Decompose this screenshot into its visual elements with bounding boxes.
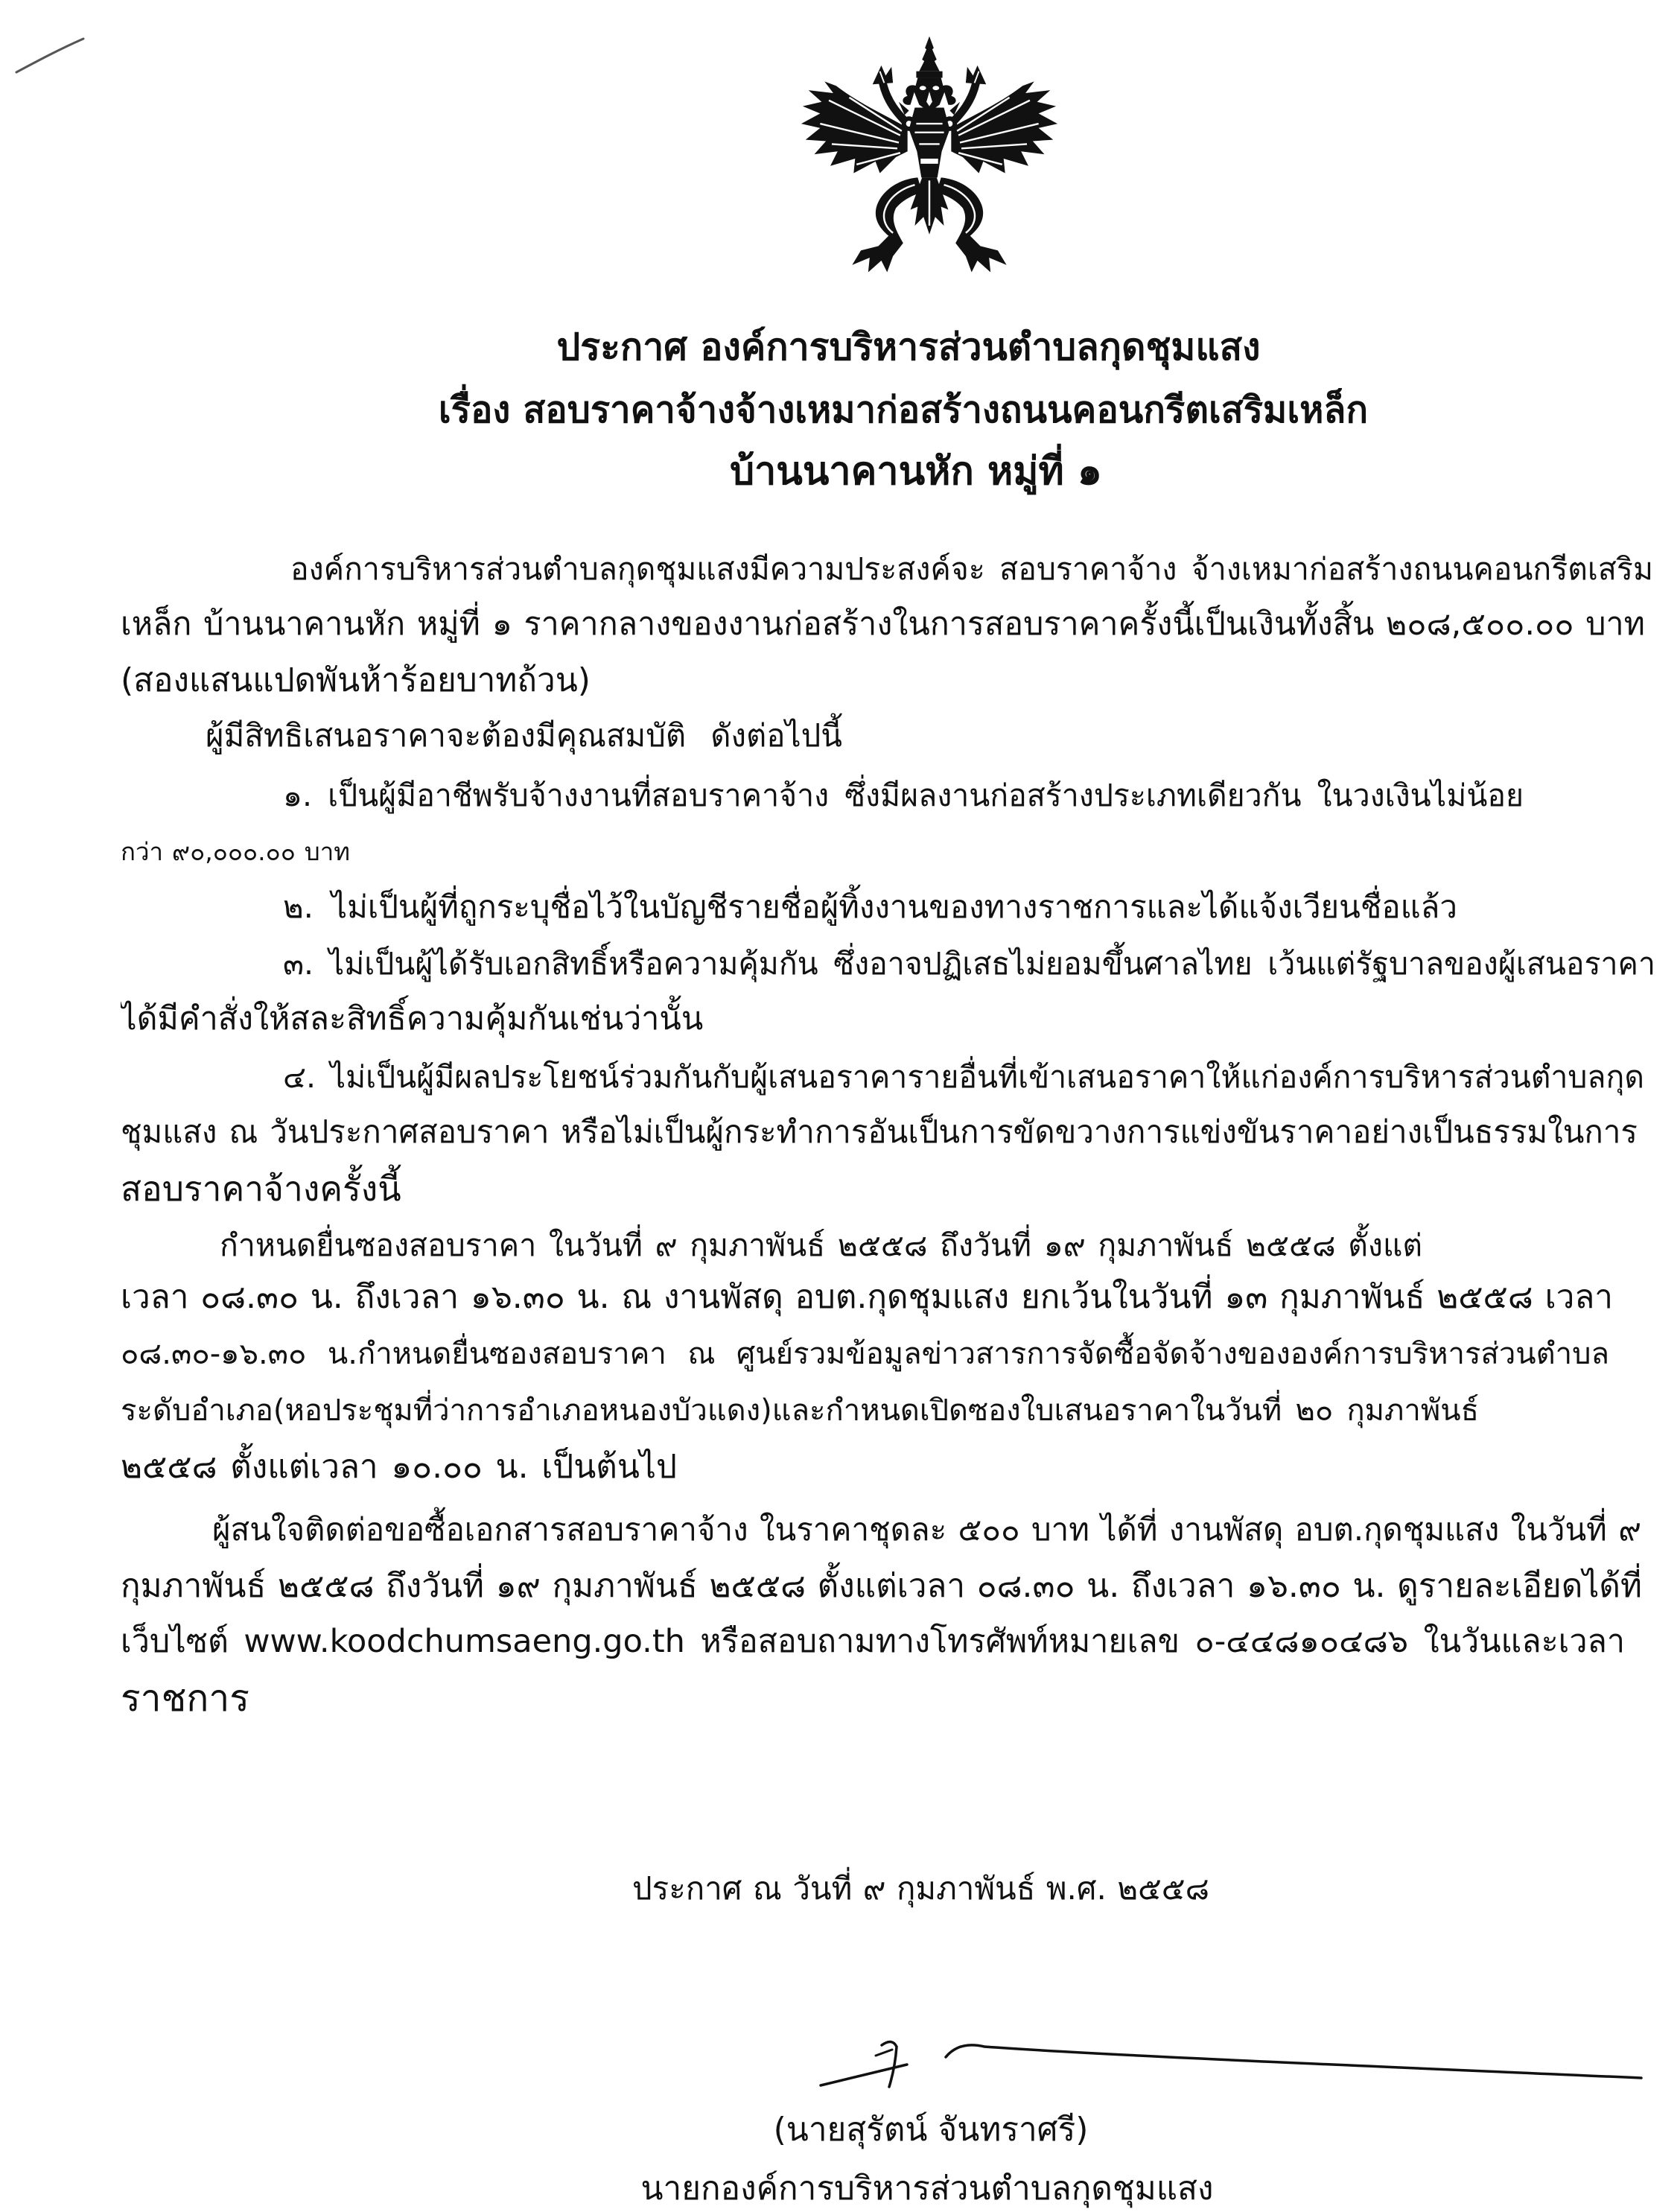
body-line: ๒๕๕๘ ตั้งแต่เวลา ๑๐.๐๐ น. เป็นต้นไป [121, 1448, 677, 1486]
body-line: ราชการ [121, 1677, 249, 1720]
body-line: สอบราคาจ้างครั้งนี้ [121, 1169, 401, 1209]
title-line-2: เรื่อง สอบราคาจ้างจ้างเหมาก่อสร้างถนนคอนกรีตเสริมเหล็ก [438, 389, 1369, 431]
body-line: กุมภาพันธ์ ๒๕๕๘ ถึงวันที่ ๑๙ กุมภาพันธ์ ๒๕๕๘ ตั้งแต่เวลา ๐๘.๓๐ น. ถึงเวลา ๑๖.๓๐ น. ดูรายละเอียดได้ที่ [121, 1567, 1642, 1605]
signature-stroke [876, 2050, 892, 2056]
body-line: ๓. ไม่เป็นผู้ได้รับเอกสิทธิ์หรือความคุ้มกัน ซึ่งอาจปฏิเสธไม่ยอมขึ้นศาลไทย เว้นแต่รัฐบาลของผู้เสนอราคา [283, 946, 1655, 982]
body-line: กำหนดยื่นซองสอบราคา ในวันที่ ๙ กุมภาพันธ์ ๒๕๕๘ ถึงวันที่ ๑๙ กุมภาพันธ์ ๒๕๕๘ ตั้งแต่ [220, 1227, 1422, 1263]
body-line: ได้มีคำสั่งให้สละสิทธิ์ความคุ้มกันเช่นว่านั้น [121, 1000, 704, 1037]
body-line: กว่า ๙๐,๐๐๐.๐๐ บาท [121, 837, 350, 866]
body-line: เว็บไซต์ www.koodchumsaeng.go.th หรือสอบถามทางโทรศัพท์หมายเลข ๐-๔๔๘๑๐๔๘๖ ในวันและเวลา [121, 1623, 1625, 1660]
body-line: ผู้สนใจติดต่อขอซื้อเอกสารสอบราคาจ้าง ในราคาชุดละ ๕๐๐ บาท ได้ที่ งานพัสดุ อบต.กุดชุมแสง ในวันที่ ๙ [212, 1511, 1641, 1548]
signature-stroke [882, 2041, 897, 2087]
body-line: ผู้มีสิทธิเสนอราคาจะต้องมีคุณสมบัติ ดังต่อไปนี้ [206, 717, 842, 754]
emblem-right-half [937, 66, 1057, 273]
announcement-date: ประกาศ ณ วันที่ ๙ กุมภาพันธ์ พ.ศ. ๒๕๕๘ [632, 1870, 1209, 1907]
body-line: ชุมแสง ณ วันประกาศสอบราคา หรือไม่เป็นผู้กระทำการอันเป็นการขัดขวางการแข่งขันราคาอย่างเป็นธรรมในการ [121, 1113, 1638, 1150]
body-line: ระดับอำเภอ(หอประชุมที่ว่าการอำเภอหนองบัวแดง)และกำหนดเปิดซองใบเสนอราคาในวันที่ ๒๐ กุมภาพันธ์ [121, 1393, 1479, 1428]
body-line: (สองแสนแปดพันห้าร้อยบาทถ้วน) [121, 661, 591, 699]
signer-name: (นายสุรัตน์ จันทราศรี) [773, 2111, 1089, 2149]
pen-mark-stroke [16, 39, 83, 72]
signer-title: นายกองค์การบริหารส่วนตำบลกุดชุมแสง [640, 2170, 1214, 2208]
body-line: องค์การบริหารส่วนตำบลกุดชุมแสงมีความประสงค์จะ สอบราคาจ้าง จ้างเหมาก่อสร้างถนนคอนกรีตเสริม [290, 551, 1653, 587]
emblem-left-half [801, 66, 922, 273]
body-line: ๐๘.๓๐-๑๖.๓๐ น.กำหนดยื่นซองสอบราคา ณ ศูนย์รวมข้อมูลข่าวสารการจัดซื้อจัดจ้างขององค์การบริหารส่วนตำบล [121, 1337, 1609, 1371]
body-line: ๑. เป็นผู้มีอาชีพรับจ้างงานที่สอบราคาจ้าง ซึ่งมีผลงานก่อสร้างประเภทเดียวกัน ในวงเงินไม่น้อย [283, 778, 1524, 813]
title-line-1: ประกาศ องค์การบริหารส่วนตำบลกุดชุมแสง [556, 325, 1261, 369]
signature-stroke [946, 2045, 1641, 2078]
signature [812, 2026, 1653, 2100]
body-line: เวลา ๐๘.๓๐ น. ถึงเวลา ๑๖.๓๐ น. ณ งานพัสดุ อบต.กุดชุมแสง ยกเว้นในวันที่ ๑๓ กุมภาพันธ์ ๒๕๕๘ เวลา [121, 1278, 1613, 1316]
title-line-3: บ้านนาคานหัก หมู่ที่ ๑ [730, 449, 1102, 494]
pen-mark [0, 0, 104, 89]
body-line: เหล็ก บ้านนาคานหัก หมู่ที่ ๑ ราคากลางของงานก่อสร้างในการสอบราคาครั้งนี้เป็นเงินทั้งสิ้น ๒๐๘,๕๐๐.๐๐ บาท [121, 606, 1645, 643]
garuda-emblem-icon [798, 34, 1060, 283]
body-line: ๒. ไม่เป็นผู้ที่ถูกระบุชื่อไว้ในบัญชีรายชื่อผู้ทิ้งงานของทางราชการและได้แจ้งเวียนชื่อแล้ว [283, 889, 1457, 925]
emblem-center [909, 36, 950, 235]
body-line: ๔. ไม่เป็นผู้มีผลประโยชน์ร่วมกันกับผู้เสนอราคารายอื่นที่เข้าเสนอราคาให้แก่องค์การบริหารส่วนตำบลกุด [283, 1059, 1644, 1095]
